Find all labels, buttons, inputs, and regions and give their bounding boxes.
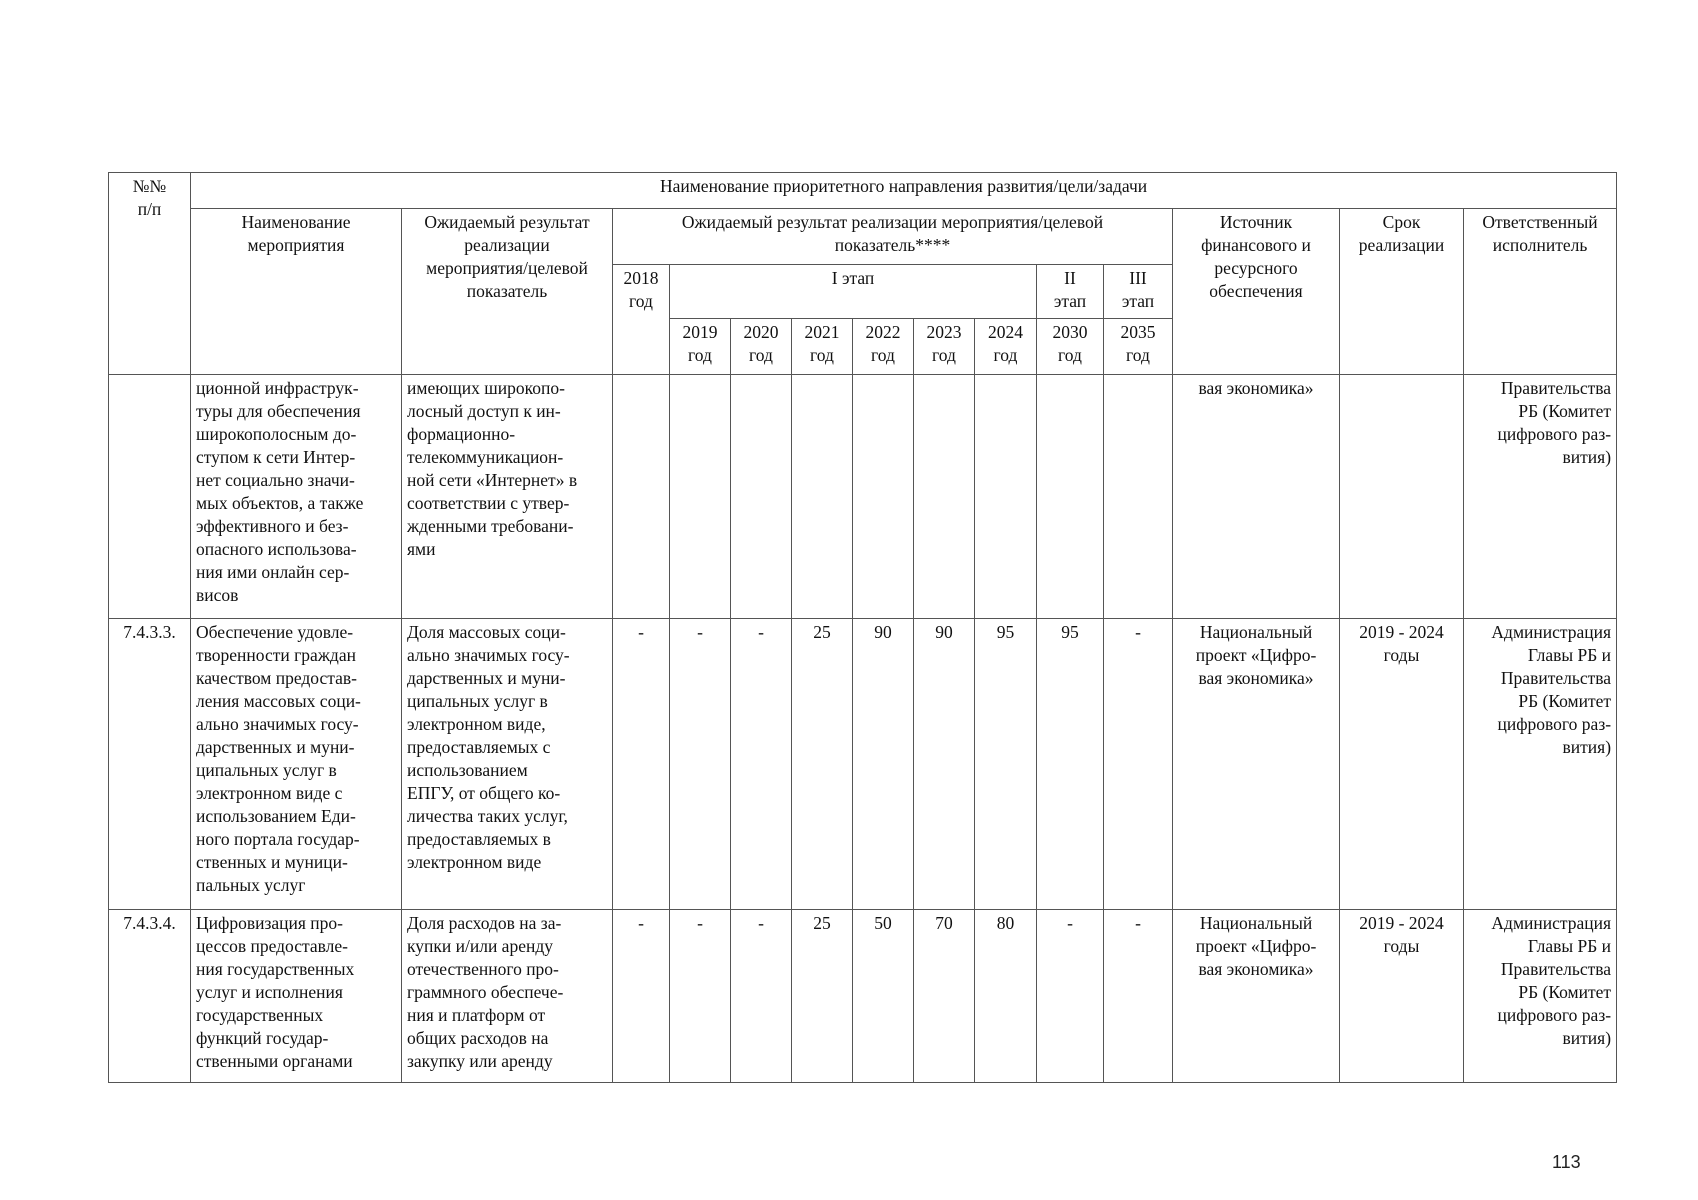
table-row bbox=[109, 910, 1617, 1083]
source-header: Источник финансового и ресурсного обеспечения bbox=[1173, 209, 1340, 375]
year-header: 2020 год bbox=[731, 319, 792, 375]
value-2022: 50 bbox=[853, 910, 914, 1083]
year-header: 2019 год bbox=[670, 319, 731, 375]
year-header: 2023 год bbox=[914, 319, 975, 375]
value-2035: - bbox=[1104, 910, 1173, 1083]
value-2030 bbox=[1037, 375, 1104, 619]
expected-result: Доля расходов на за- купки и/или аренду отечественного про- граммного обеспече- ния и платформ от общих расходов на закупку или аренду bbox=[402, 910, 613, 1083]
table-row bbox=[109, 619, 1617, 910]
value-2022 bbox=[853, 375, 914, 619]
responsible: Администрация Главы РБ и Правительства РБ (Комитет цифрового раз- вития) bbox=[1464, 910, 1617, 1083]
year-2018-header: 2018 год bbox=[613, 265, 670, 375]
value-2020: - bbox=[731, 619, 792, 910]
value-2022: 90 bbox=[853, 619, 914, 910]
num-header: №№ п/п bbox=[109, 173, 191, 375]
value-2023: 90 bbox=[914, 619, 975, 910]
year-header: 2021 год bbox=[792, 319, 853, 375]
responsible: Правительства РБ (Комитет цифрового раз- вития) bbox=[1464, 375, 1617, 619]
value-2021 bbox=[792, 375, 853, 619]
value-2035 bbox=[1104, 375, 1173, 619]
stage-1-header: I этап bbox=[670, 265, 1037, 319]
year-header: 2030 год bbox=[1037, 319, 1104, 375]
value-2020: - bbox=[731, 910, 792, 1083]
value-2024: 80 bbox=[975, 910, 1037, 1083]
funding-source: Национальный проект «Цифро- вая экономика» bbox=[1173, 910, 1340, 1083]
value-2021: 25 bbox=[792, 619, 853, 910]
row-number: 7.4.3.3. bbox=[109, 619, 191, 910]
plan-table bbox=[108, 172, 1617, 1083]
page-number: 113 bbox=[1552, 1152, 1581, 1172]
value-2018: - bbox=[613, 619, 670, 910]
event-name-header: Наименование мероприятия bbox=[191, 209, 402, 375]
year-header: 2022 год bbox=[853, 319, 914, 375]
term: 2019 - 2024 годы bbox=[1340, 910, 1464, 1083]
year-header: 2035 год bbox=[1104, 319, 1173, 375]
header-row-priority bbox=[109, 173, 1617, 209]
value-2023 bbox=[914, 375, 975, 619]
value-2019: - bbox=[670, 910, 731, 1083]
event-name: Обеспечение удовле- творенности граждан качеством предостав- ления массовых соци- ально значимых госу- дарственных и муни- ципальных услуг в электронном виде с использованием Еди- ного портала государ- ственных и муници- пальных услуг bbox=[191, 619, 402, 910]
stage-2-header: II этап bbox=[1037, 265, 1104, 319]
value-2021: 25 bbox=[792, 910, 853, 1083]
table-row bbox=[109, 375, 1617, 619]
funding-source: вая экономика» bbox=[1173, 375, 1340, 619]
expected-result-years-header: Ожидаемый результат реализации мероприятия/целевой показатель**** bbox=[613, 209, 1173, 265]
value-2018 bbox=[613, 375, 670, 619]
term: 2019 - 2024 годы bbox=[1340, 619, 1464, 910]
row-number: 7.4.3.4. bbox=[109, 910, 191, 1083]
responsible: Администрация Главы РБ и Правительства РБ (Комитет цифрового раз- вития) bbox=[1464, 619, 1617, 910]
value-2030: - bbox=[1037, 910, 1104, 1083]
expected-result: имеющих широкопо- лосный доступ к ин- формационно- телекоммуникацион- ной сети «Интернет» в соответствии с утвер- жденными требовани- ями bbox=[402, 375, 613, 619]
event-name: ционной инфраструк- туры для обеспечения широкополосным до- ступом к сети Интер- нет социально значи- мых объектов, а также эффективного и без- опасного использова- ния ими онлайн сер- висов bbox=[191, 375, 402, 619]
header-row-columns bbox=[109, 209, 1617, 265]
stage-3-header: III этап bbox=[1104, 265, 1173, 319]
row-number bbox=[109, 375, 191, 619]
value-2024: 95 bbox=[975, 619, 1037, 910]
value-2024 bbox=[975, 375, 1037, 619]
value-2019: - bbox=[670, 619, 731, 910]
expected-result-header: Ожидаемый результат реализации мероприятия/целевой показатель bbox=[402, 209, 613, 375]
event-name: Цифровизация про- цессов предоставле- ния государственных услуг и исполнения государственных функций государ- ственными органами bbox=[191, 910, 402, 1083]
term-header: Срок реализации bbox=[1340, 209, 1464, 375]
responsible-header: Ответственный исполнитель bbox=[1464, 209, 1617, 375]
term bbox=[1340, 375, 1464, 619]
value-2018: - bbox=[613, 910, 670, 1083]
expected-result: Доля массовых соци- ально значимых госу- дарственных и муни- ципальных услуг в электронном виде, предоставляемых с использованием ЕПГУ, от общего ко- личества таких услуг, предоставляемых в электронном виде bbox=[402, 619, 613, 910]
value-2035: - bbox=[1104, 619, 1173, 910]
value-2020 bbox=[731, 375, 792, 619]
priority-header: Наименование приоритетного направления развития/цели/задачи bbox=[191, 173, 1617, 209]
value-2023: 70 bbox=[914, 910, 975, 1083]
year-header: 2024 год bbox=[975, 319, 1037, 375]
value-2019 bbox=[670, 375, 731, 619]
value-2030: 95 bbox=[1037, 619, 1104, 910]
funding-source: Национальный проект «Цифро- вая экономика» bbox=[1173, 619, 1340, 910]
